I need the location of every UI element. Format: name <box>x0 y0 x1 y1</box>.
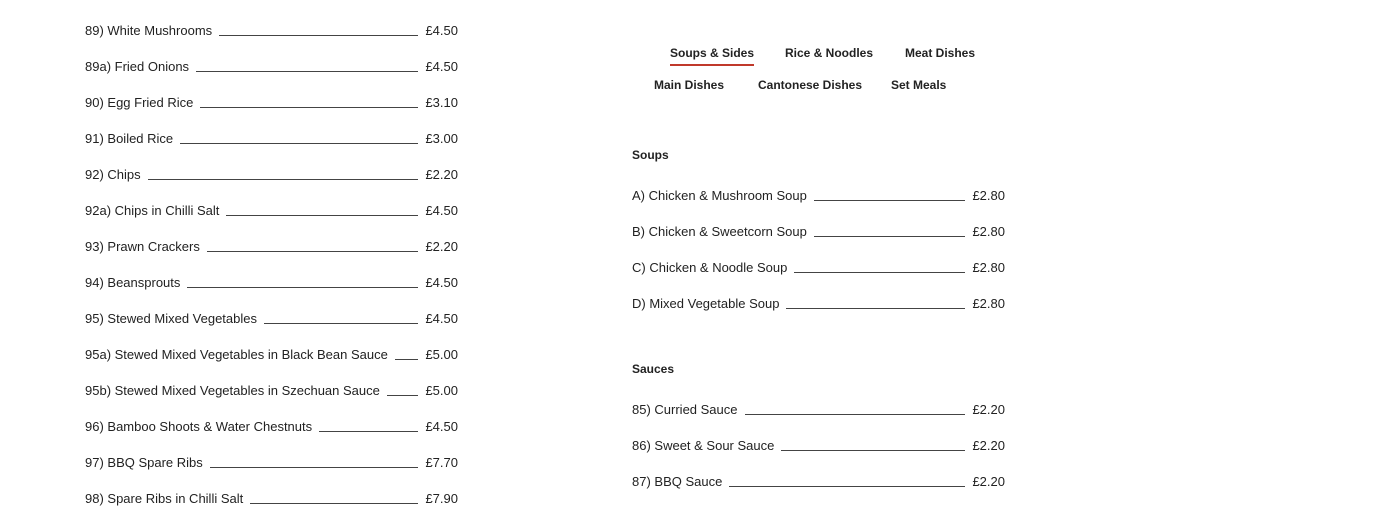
item-name: 95) Stewed Mixed Vegetables <box>85 311 257 326</box>
section-heading-soups: Soups <box>632 148 669 162</box>
tab-rice-noodles[interactable]: Rice & Noodles <box>785 46 874 60</box>
menu-item <box>85 18 458 38</box>
item-price: £2.20 <box>425 167 458 182</box>
item-price: £4.50 <box>425 203 458 218</box>
item-name: 98) Spare Ribs in Chilli Salt <box>85 491 244 506</box>
item-name: 95b) Stewed Mixed Vegetables in Szechuan Sauce <box>85 383 380 398</box>
item-name: A) Chicken & Mushroom Soup <box>632 188 807 203</box>
menu-item <box>632 291 1005 311</box>
item-name: 92a) Chips in Chilli Salt <box>85 203 220 218</box>
tab-soups-sides[interactable]: Soups & Sides <box>670 46 754 66</box>
item-price: £2.80 <box>972 188 1005 203</box>
item-name: 87) BBQ Sauce <box>632 474 723 489</box>
item-price: £2.20 <box>972 474 1005 489</box>
leader-line <box>200 106 418 108</box>
leader-line <box>219 34 418 36</box>
item-price: £2.80 <box>972 224 1005 239</box>
item-price: £3.00 <box>425 131 458 146</box>
category-tabs <box>632 46 1005 106</box>
leader-line <box>395 358 419 360</box>
item-price: £2.20 <box>425 239 458 254</box>
item-name: 96) Bamboo Shoots & Water Chestnuts <box>85 419 313 434</box>
item-price: £4.50 <box>425 23 458 38</box>
menu-item <box>85 270 458 290</box>
item-name: 89) White Mushrooms <box>85 23 213 38</box>
tab-set-meals[interactable]: Set Meals <box>891 78 947 92</box>
item-name: 94) Beansprouts <box>85 275 181 290</box>
menu-item <box>632 469 1005 489</box>
leader-line <box>814 235 966 237</box>
item-name: 91) Boiled Rice <box>85 131 174 146</box>
menu-item <box>85 198 458 218</box>
leader-line <box>148 178 419 180</box>
menu-item <box>632 219 1005 239</box>
leader-line <box>264 322 418 324</box>
leader-line <box>210 466 419 468</box>
item-name: C) Chicken & Noodle Soup <box>632 260 788 275</box>
leader-line <box>745 413 966 415</box>
leader-line <box>180 142 418 144</box>
menu-item <box>85 126 458 146</box>
item-name: 93) Prawn Crackers <box>85 239 200 254</box>
leader-line <box>387 394 419 396</box>
item-price: £4.50 <box>425 311 458 326</box>
menu-item <box>85 306 458 326</box>
item-price: £3.10 <box>425 95 458 110</box>
menu-item <box>632 433 1005 453</box>
leader-line <box>781 449 965 451</box>
leader-line <box>814 199 966 201</box>
item-price: £4.50 <box>425 275 458 290</box>
menu-item <box>85 378 458 398</box>
tab-main-dishes[interactable]: Main Dishes <box>654 78 725 92</box>
tab-cantonese-dishes[interactable]: Cantonese Dishes <box>758 78 863 92</box>
item-name: 92) Chips <box>85 167 141 182</box>
item-price: £2.20 <box>972 438 1005 453</box>
leader-line <box>187 286 418 288</box>
leader-line <box>207 250 419 252</box>
menu-item <box>85 414 458 434</box>
item-price: £2.80 <box>972 296 1005 311</box>
menu-item <box>85 234 458 254</box>
section-heading-sauces: Sauces <box>632 362 675 376</box>
leader-line <box>250 502 418 504</box>
item-price: £5.00 <box>425 383 458 398</box>
item-name: 95a) Stewed Mixed Vegetables in Black Bean Sauce <box>85 347 388 362</box>
item-price: £7.90 <box>425 491 458 506</box>
item-name: 86) Sweet & Sour Sauce <box>632 438 775 453</box>
menu-item <box>632 255 1005 275</box>
item-price: £2.20 <box>972 402 1005 417</box>
tab-meat-dishes[interactable]: Meat Dishes <box>905 46 976 60</box>
menu-item <box>632 183 1005 203</box>
leader-line <box>786 307 965 309</box>
item-name: 90) Egg Fried Rice <box>85 95 194 110</box>
menu-item <box>85 54 458 74</box>
leader-line <box>794 271 965 273</box>
menu-item <box>85 90 458 110</box>
leader-line <box>196 70 418 72</box>
item-name: D) Mixed Vegetable Soup <box>632 296 780 311</box>
menu-item <box>632 397 1005 417</box>
menu-item <box>85 162 458 182</box>
leader-line <box>226 214 418 216</box>
item-name: 89a) Fried Onions <box>85 59 190 74</box>
item-price: £4.50 <box>425 59 458 74</box>
leader-line <box>729 485 965 487</box>
menu-item <box>85 342 458 362</box>
item-price: £7.70 <box>425 455 458 470</box>
item-name: B) Chicken & Sweetcorn Soup <box>632 224 807 239</box>
menu-item <box>85 450 458 470</box>
item-price: £2.80 <box>972 260 1005 275</box>
item-name: 97) BBQ Spare Ribs <box>85 455 203 470</box>
item-name: 85) Curried Sauce <box>632 402 738 417</box>
menu-item <box>85 486 458 506</box>
item-price: £5.00 <box>425 347 458 362</box>
leader-line <box>319 430 418 432</box>
item-price: £4.50 <box>425 419 458 434</box>
